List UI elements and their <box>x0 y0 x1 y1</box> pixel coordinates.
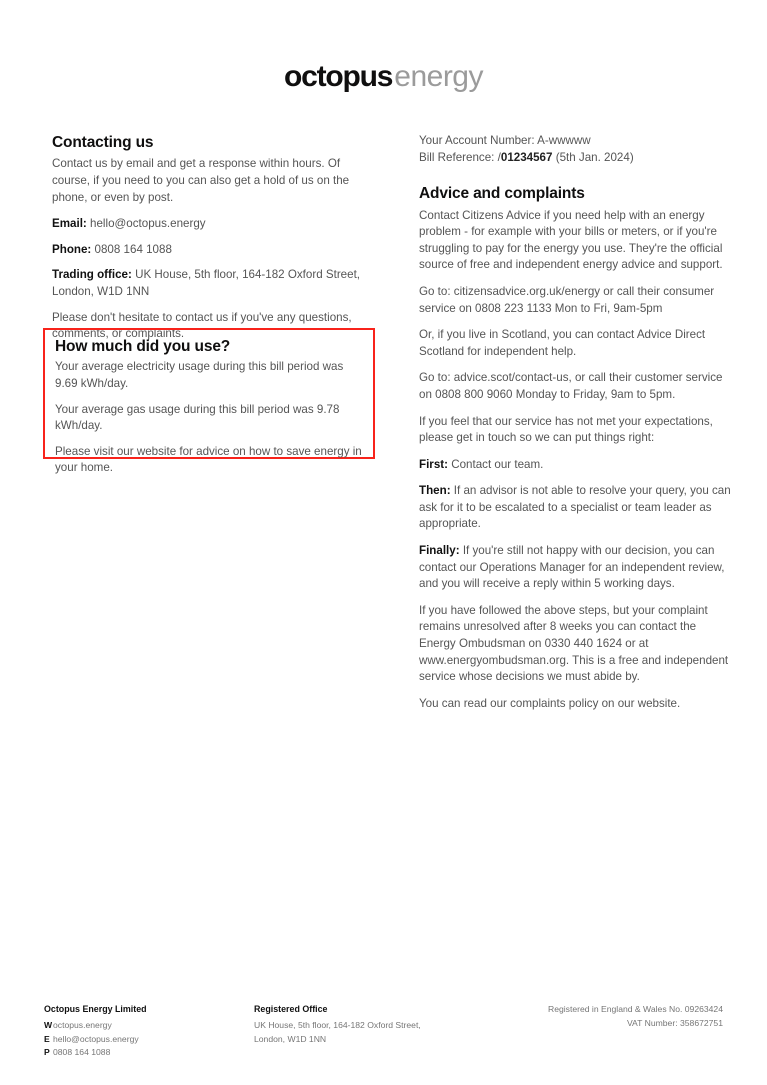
logo-mark-text: octopus <box>284 60 393 93</box>
advice-paragraph-1: Contact Citizens Advice if you need help with an energy problem - for example with your bills or meters, or if you're struggling to pay for the energy you use. They're the official source of free and independent energy advice and support. <box>419 208 723 272</box>
bill-reference-line <box>419 150 731 167</box>
complaint-step-then-label: Then: <box>419 484 451 498</box>
footer-legal-block <box>455 1003 723 1030</box>
email-value: hello@octopus.energy <box>90 217 206 231</box>
right-column <box>419 133 731 722</box>
usage-content <box>55 337 365 486</box>
bill-reference-date: (5th Jan. 2024) <box>555 150 634 164</box>
footer-registered-office-line1: UK House, 5th floor, 164-182 Oxford Street, <box>254 1020 421 1030</box>
complaint-step-then-text: If an advisor is not able to resolve your query, you can ask for it to be escalated to a specialist or team leader as appropriate. <box>419 484 731 531</box>
advice-paragraph-4: Go to: advice.scot/contact-us, or call their customer service on 0808 800 9060 Monday to Friday, 9am to 5pm. <box>419 371 723 401</box>
web-key-icon: W <box>44 1020 53 1030</box>
trading-office-value: UK House, 5th floor, 164-182 Oxford Street, London, W1D 1NN <box>52 268 361 298</box>
octopus-energy-logo <box>284 62 483 92</box>
advice-paragraph-3: Or, if you live in Scotland, you can contact Advice Direct Scotland for independent help. <box>419 328 706 358</box>
footer-phone-line <box>44 1046 244 1060</box>
footer-company-registration: Registered in England & Wales No. 09263424 <box>547 1004 723 1014</box>
footer-phone-value: 0808 164 1088 <box>53 1047 111 1057</box>
usage-advice-text: Please visit our website for advice on how to save energy in your home. <box>55 444 362 475</box>
footer-vat-number: VAT Number: 358672751 <box>626 1017 723 1028</box>
phone-line <box>52 242 377 259</box>
left-column <box>52 133 377 353</box>
account-number-value: A-wwwww <box>537 134 591 147</box>
account-number-line <box>419 133 731 150</box>
complaint-step-first <box>419 457 731 474</box>
advice-paragraph-2: Go to: citizensadvice.org.uk/energy or call their consumer service on 0808 223 1133 Mon to Fri, 9am-5pm <box>419 284 715 315</box>
phone-value: 0808 164 1088 <box>94 242 172 256</box>
footer-registered-office-line2: London, W1D 1NN <box>254 1033 327 1044</box>
bill-reference-number: 01234567 <box>500 150 553 164</box>
trading-office-label: Trading office: <box>52 268 132 282</box>
usage-highlight-box <box>43 328 375 475</box>
complaint-step-finally-label: Finally: <box>419 544 460 558</box>
footer-web-value: octopus.energy <box>53 1020 112 1030</box>
trading-office-line <box>52 267 377 300</box>
phone-key-icon: P <box>44 1047 50 1057</box>
complaint-step-then <box>419 483 731 533</box>
footer-company-name: Octopus Energy Limited <box>44 1004 147 1014</box>
bill-reference-prefix: / <box>497 150 501 164</box>
contacting-us-heading: Contacting us <box>52 134 154 151</box>
contacting-closing-text: Please don't hesitate to contact us if you've any questions, comments, or complaints. <box>52 310 352 341</box>
footer-email-value: hello@octopus.energy <box>53 1033 139 1044</box>
usage-electricity-text: Your average electricity usage during this bill period was 9.69 kWh/day. <box>55 360 344 390</box>
account-number-label: Your Account Number: <box>419 134 535 147</box>
contacting-intro-text: Contact us by email and get a response within hours. Of course, if you need to you can also get a hold of us on the phone, or even by post. <box>52 157 350 204</box>
complaints-policy-paragraph: You can read our complaints policy on our website. <box>419 696 681 710</box>
complaint-step-finally <box>419 543 731 593</box>
email-label: Email: <box>52 217 87 231</box>
logo-word-text: energy <box>394 60 483 93</box>
footer-email-line <box>44 1033 244 1047</box>
usage-heading: How much did you use? <box>55 338 231 355</box>
complaint-step-first-label: First: <box>419 457 448 471</box>
brand-logo <box>0 62 767 92</box>
bill-reference-label: Bill Reference: <box>419 150 495 164</box>
footer-web-line <box>44 1019 244 1033</box>
footer-registered-office-title: Registered Office <box>254 1004 328 1014</box>
phone-label: Phone: <box>52 242 92 256</box>
footer-registered-office-block <box>254 1003 484 1046</box>
complaint-step-finally-text: If you're still not happy with our decision, you can contact our Operations Manager for an independent review, and you will receive a reply within 5 working days. <box>419 544 725 591</box>
email-key-icon: E <box>44 1033 50 1044</box>
complaint-step-first-text: Contact our team. <box>451 457 544 471</box>
page-footer <box>0 1000 767 1070</box>
advice-complaints-heading: Advice and complaints <box>419 185 585 203</box>
email-line <box>52 216 377 233</box>
footer-company-block <box>44 1003 244 1060</box>
usage-gas-text: Your average gas usage during this bill period was 9.78 kWh/day. <box>55 402 340 433</box>
ombudsman-paragraph: If you have followed the above steps, but your complaint remains unresolved after 8 weeks you can contact the Energy Ombudsman on 0330 440 1624 or at www.energyombudsman.org. This is a free and independent service whose decisions we must abide by. <box>419 603 729 684</box>
advice-paragraph-5: If you feel that our service has not met your expectations, please get in touch so we can put things right: <box>419 414 713 445</box>
